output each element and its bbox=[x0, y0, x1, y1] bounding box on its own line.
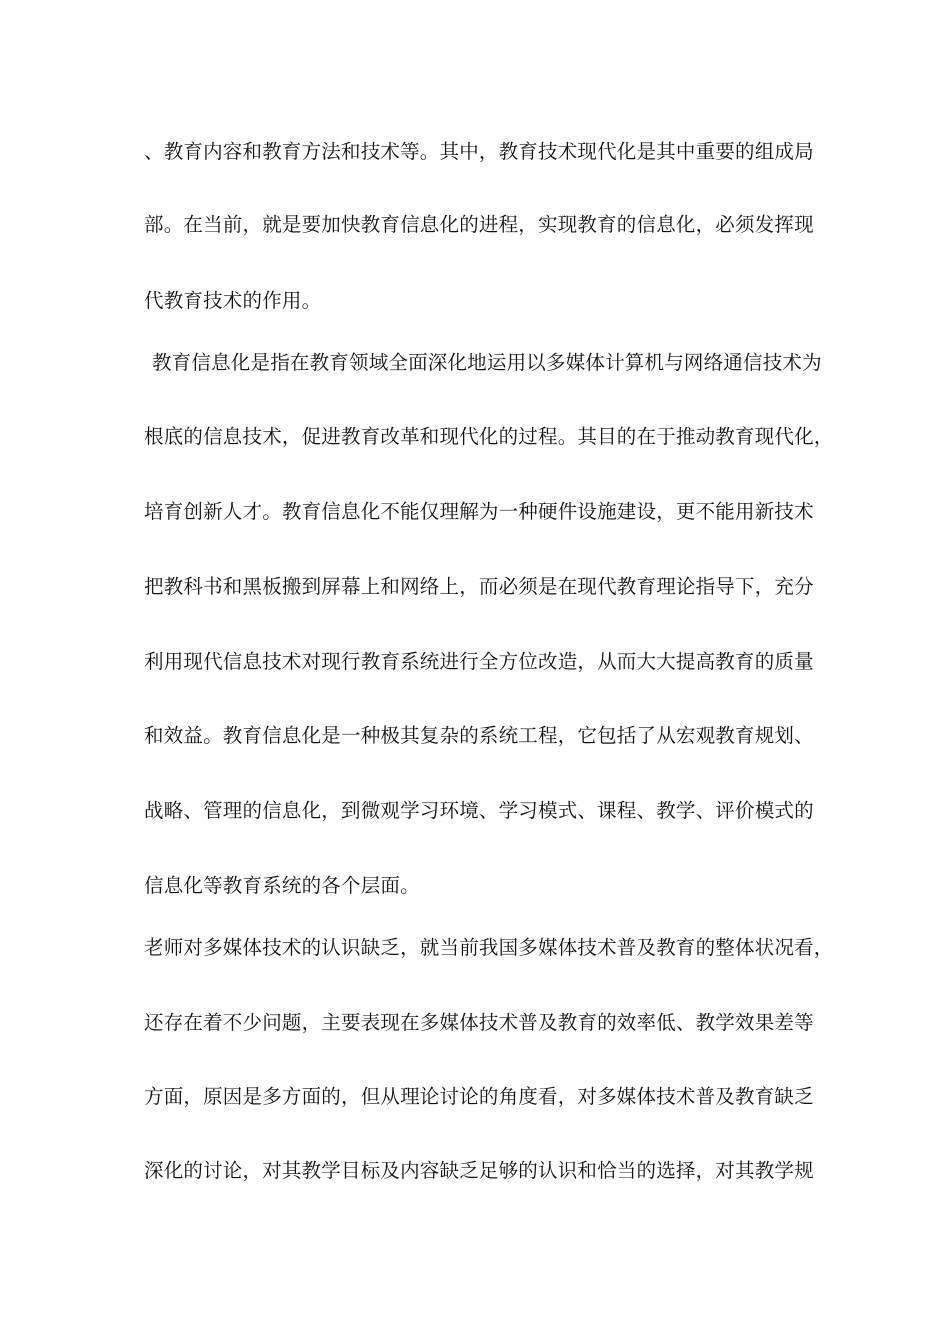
text-line-6: 培育创新人才。教育信息化不能仅理解为一种硬件设施建设，更不能用新技术 bbox=[144, 500, 814, 523]
text-line-9: 和效益。教育信息化是一种极其复杂的系统工程，它包括了从宏观教育规划、 bbox=[144, 724, 814, 747]
text-line-12: 老师对多媒体技术的认识缺乏，就当前我国多媒体技术普及教育的整体状况看， bbox=[144, 936, 834, 959]
text-line-4: 教育信息化是指在教育领域全面深化地运用以多媒体计算机与网络通信技术为 bbox=[152, 351, 822, 374]
text-line-5: 根底的信息技术，促进教育改革和现代化的过程。其目的在于推动教育现代化， bbox=[144, 425, 834, 448]
text-line-7: 把教科书和黑板搬到屏幕上和网络上，而必须是在现代教育理论指导下，充分 bbox=[144, 575, 814, 598]
text-line-8: 利用现代信息技术对现行教育系统进行全方位改造，从而大大提高教育的质量 bbox=[144, 650, 814, 673]
text-line-13: 还存在着不少问题，主要表现在多媒体技术普及教育的效率低、教学效果差等 bbox=[144, 1011, 814, 1034]
text-line-14: 方面，原因是多方面的，但从理论讨论的角度看，对多媒体技术普及教育缺乏 bbox=[144, 1085, 814, 1108]
text-line-15: 深化的讨论，对其教学目标及内容缺乏足够的认识和恰当的选择，对其教学规 bbox=[144, 1159, 814, 1182]
text-line-1: 、教育内容和教育方法和技术等。其中，教育技术现代化是其中重要的组成局 bbox=[144, 140, 814, 163]
text-line-11: 信息化等教育系统的各个层面。 bbox=[144, 874, 420, 897]
text-line-10: 战略、管理的信息化，到微观学习环境、学习模式、课程、教学、评价模式的 bbox=[144, 799, 814, 822]
text-line-2: 部。在当前，就是要加快教育信息化的进程，实现教育的信息化，必须发挥现 bbox=[144, 213, 814, 236]
text-line-3: 代教育技术的作用。 bbox=[144, 289, 322, 312]
